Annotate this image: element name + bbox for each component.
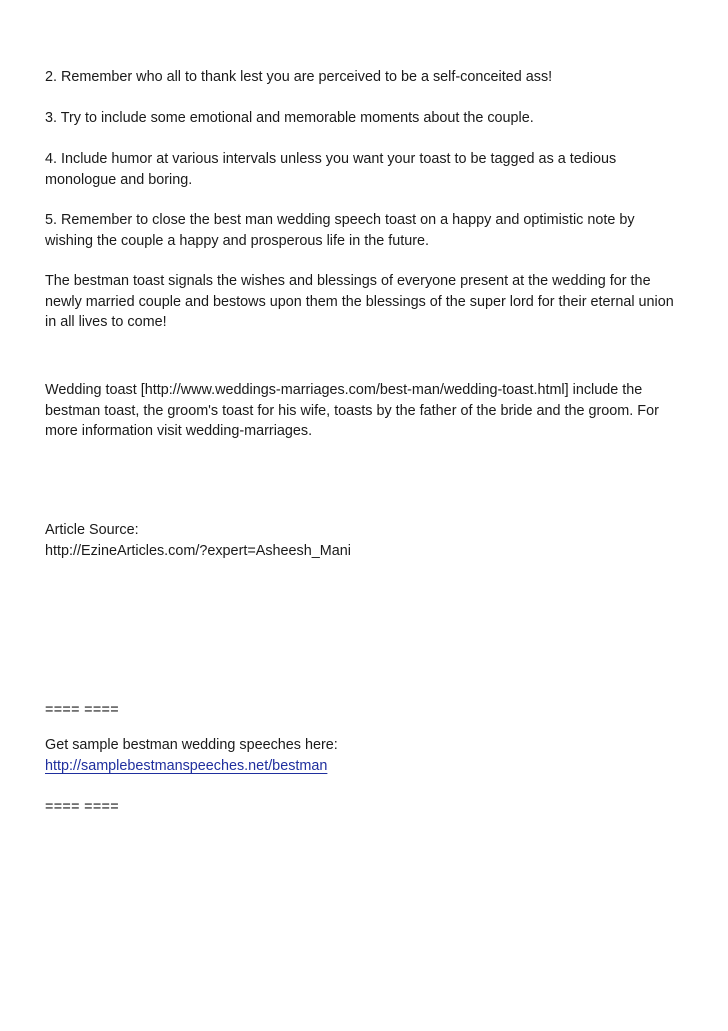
list-item-3: 3. Try to include some emotional and memorable moments about the couple. xyxy=(45,110,534,126)
cta-link[interactable]: http://samplebestmanspeeches.net/bestman xyxy=(45,757,328,774)
list-item-4: 4. Include humor at various intervals unless you want your toast to be tagged as a tedious monologue and boring. xyxy=(45,151,617,188)
separator-top: ==== ==== xyxy=(45,702,119,718)
separator-bottom: ==== ==== xyxy=(45,799,119,815)
article-source-label: Article Source: xyxy=(45,522,139,538)
closing-paragraph: The bestman toast signals the wishes and blessings of everyone present at the wedding for the newly married couple and bestows upon them the blessings of the super lord for their eternal union in all lives to come! xyxy=(45,273,674,330)
list-item-2: 2. Remember who all to thank lest you are perceived to be a self-conceited ass! xyxy=(45,69,553,85)
list-item-5: 5. Remember to close the best man wedding speech toast on a happy and optimistic note by wishing the couple a happy and prosperous life in the future. xyxy=(45,212,635,249)
article-source-url: http://EzineArticles.com/?expert=Asheesh_Mani xyxy=(45,542,351,559)
article-source xyxy=(45,520,685,561)
author-bio: Wedding toast [http://www.weddings-marriages.com/best-man/wedding-toast.html] include the bestman toast, the groom's toast for his wife, toasts by the father of the bride and the groom. For more information visit wedding-marriages. xyxy=(45,382,659,439)
cta-block xyxy=(45,735,685,776)
cta-text: Get sample bestman wedding speeches here: xyxy=(45,737,338,753)
